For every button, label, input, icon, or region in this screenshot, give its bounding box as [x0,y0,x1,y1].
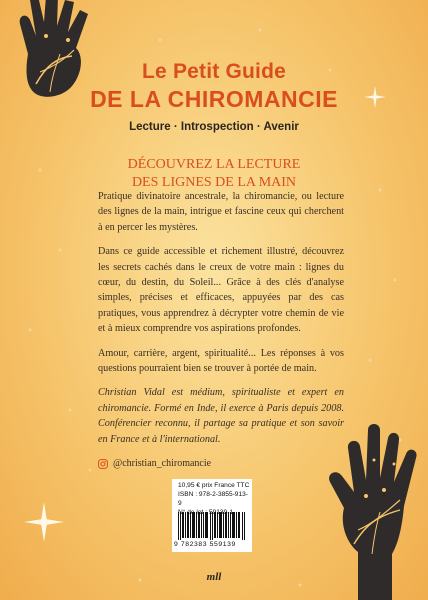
section-heading-line-2: DES LIGNES DE LA MAIN [131,175,297,190]
section-heading-line-1: DÉCOUVREZ LA LECTURE [127,157,301,172]
instagram-handle-text: @christian_chiromancie [113,458,212,470]
lot-number: N° [178,509,186,516]
title-small: Le Petit Guide [142,60,286,83]
instagram-handle[interactable] [98,456,344,471]
price: 10,95 € prix France TTC [178,482,250,489]
author-bio: Christian Vidal est médium, spiritualiste et expert en chiromancie. Formé en Inde, il exerce à Paris depuis 2008. Conférencier reconnu, il partage sa pratique et son savoir en France et à l'international. [98,387,344,445]
publisher-logo: mll [206,571,222,583]
blurb-paragraph: Dans ce guide accessible et richement illustré, découvrez les secrets cachés dans le creux de votre main : lignes du cœur, du destin, du Soleil... Grâce à des clés d'analyse simples, précises et efficaces, appuyées par des cas pratiques, vous apprendrez à décrypter votre chemin de vie et à mieux comprendre vos aspirations profondes. [98,246,344,335]
tagline: Lecture · Introspection · Avenir [129,121,299,133]
barcode-digits: 9 782383 559139 [174,541,236,548]
title-main: DE LA CHIROMANCIE [90,86,338,112]
blurb-paragraph: Amour, carrière, argent, spiritualité... Les réponses à vos questions pourraient bien se trouver à portée de main. [98,347,344,375]
instagram-icon [98,459,108,469]
barcode-label [172,479,252,552]
blurb [98,189,344,472]
blurb-paragraph: Pratique divinatoire ancestrale, la chiromancie, ou lecture des lignes de la main, intrigue et fascine ceux qui cherchent à en percer les mystères. [98,191,344,233]
barcode [178,512,246,540]
sparkle-icon [24,502,64,542]
isbn: ISBN : 978-2-3855-913-9 [178,491,249,507]
section-heading [0,156,428,192]
